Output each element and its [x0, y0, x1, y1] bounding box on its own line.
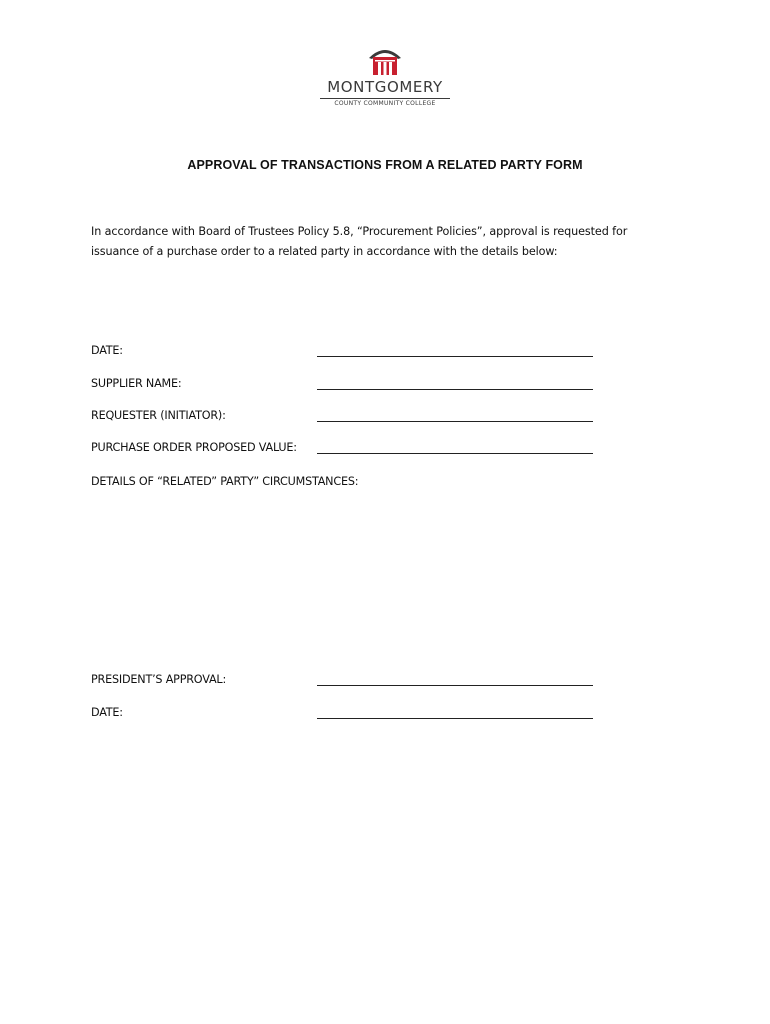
details-field	[91, 475, 601, 495]
requester-label: REQUESTER (INITIATOR):	[91, 409, 226, 422]
supplier-name-label: SUPPLIER NAME:	[91, 377, 182, 390]
approval-date-input-line[interactable]	[317, 706, 593, 719]
intro-line: issuance of a purchase order to a related party in accordance with the details below:	[91, 245, 558, 258]
details-label: DETAILS OF “RELATED” PARTY” CIRCUMSTANCES:	[91, 475, 359, 488]
approval-date-label: DATE:	[91, 706, 123, 719]
logo-college-name: MONTGOMERY	[327, 78, 443, 96]
supplier-name-input-line[interactable]	[317, 377, 593, 390]
po-value-input-line[interactable]	[317, 441, 593, 454]
date-field	[91, 344, 601, 364]
college-building-icon	[367, 44, 403, 76]
president-approval-input-line[interactable]	[317, 673, 593, 686]
approval-date-field	[91, 706, 601, 726]
date-label: DATE:	[91, 344, 123, 357]
form-title: APPROVAL OF TRANSACTIONS FROM A RELATED PARTY FORM	[187, 158, 583, 172]
supplier-name-field	[91, 377, 601, 397]
po-value-label: PURCHASE ORDER PROPOSED VALUE:	[91, 441, 297, 454]
requester-field	[91, 409, 601, 429]
intro-paragraph	[91, 222, 691, 262]
president-approval-label: PRESIDENT’S APPROVAL:	[91, 673, 227, 686]
intro-line: In accordance with Board of Trustees Policy 5.8, “Procurement Policies”, approval is requested for	[91, 225, 628, 238]
po-value-field	[91, 441, 601, 461]
logo-divider	[320, 98, 450, 99]
requester-input-line[interactable]	[317, 409, 593, 422]
date-input-line[interactable]	[317, 344, 593, 357]
logo-college-subtitle: COUNTY COMMUNITY COLLEGE	[334, 100, 436, 107]
president-approval-field	[91, 673, 601, 693]
college-logo	[318, 44, 452, 107]
